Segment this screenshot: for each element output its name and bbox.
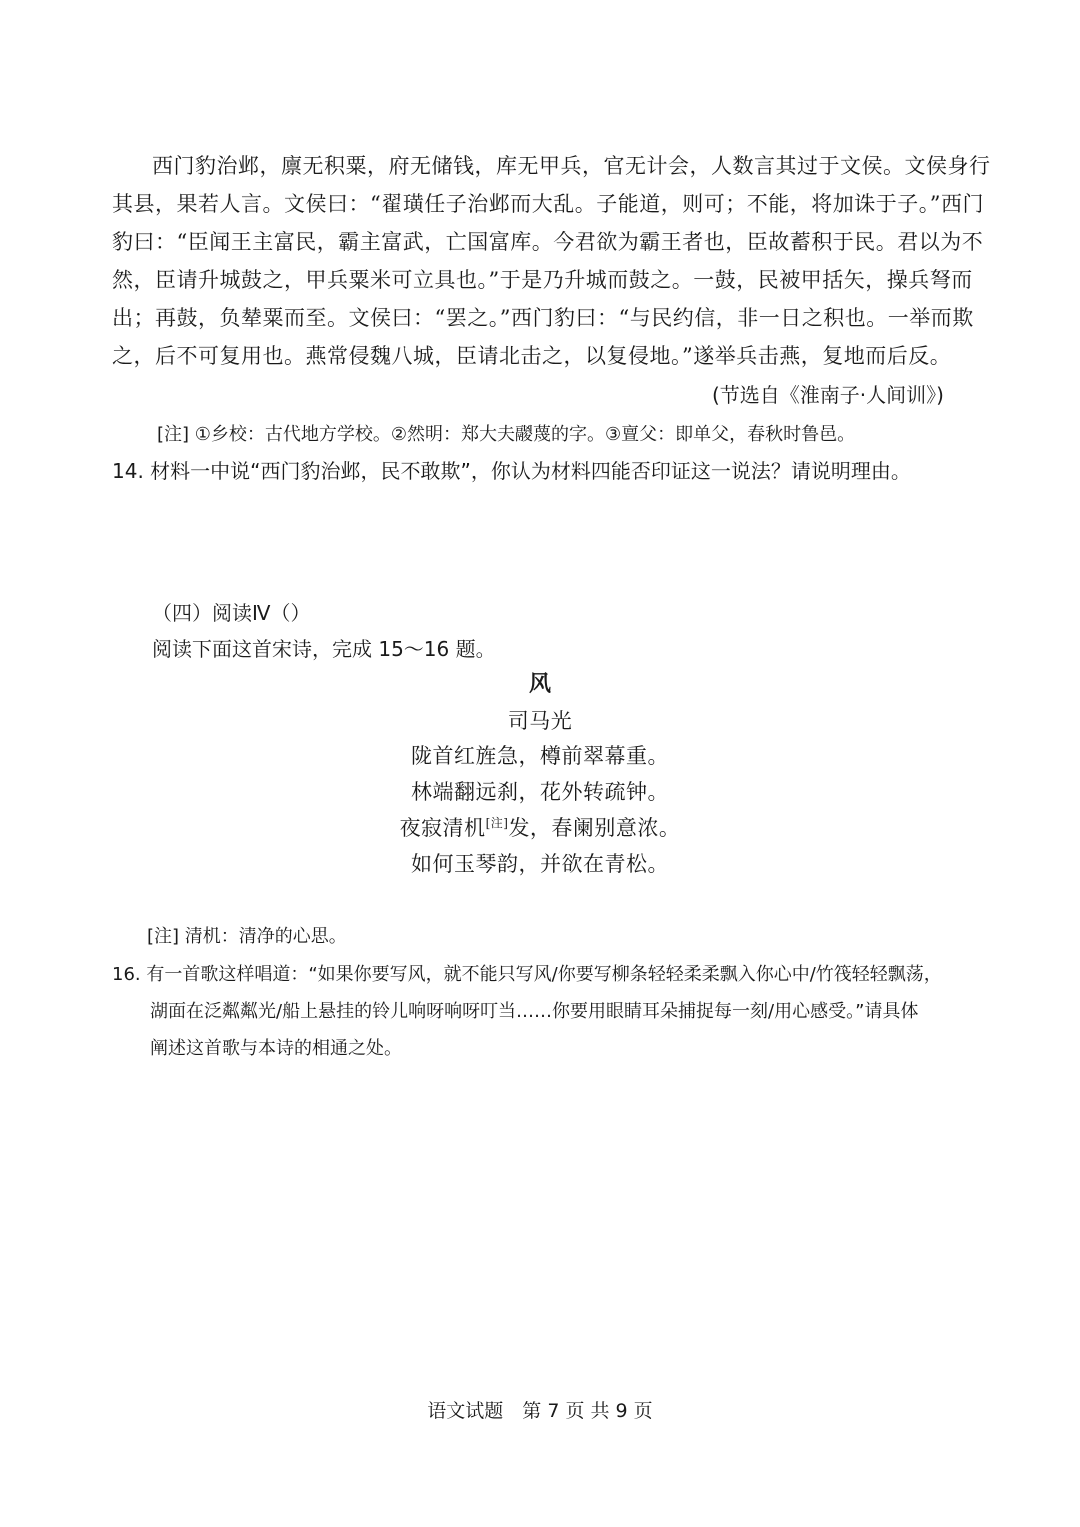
- footnote-marker: [注]: [485, 816, 509, 830]
- question-16-line-1: 16. 有一首歌这样唱道：“如果你要写风，就不能只写风/你要写柳条轻轻柔柔飘入你心中/竹筏轻轻飘荡，: [112, 964, 942, 985]
- poem-line-4: 如何玉琴韵，并欲在青松。: [411, 852, 669, 876]
- passage-line-2: 其县，果若人言。文侯曰：“翟璜任子治邺而大乱。子能道，则可；不能，将加诛于子。”西门: [112, 192, 984, 216]
- passage-line-4: 然，臣请升城鼓之，甲兵粟米可立具也。”于是乃升城而鼓之。一鼓，民被甲括矢，操兵弩而: [112, 268, 973, 292]
- poem-line-2: 林端翻远刹，花外转疏钟。: [411, 780, 669, 804]
- poem-line-3-end: 发，春阑别意浓。: [508, 816, 681, 840]
- poem-title: 风: [528, 672, 551, 697]
- question-14: 14. 材料一中说“西门豹治邺，民不敢欺”，你认为材料四能否印证这一说法？请说明理由。: [112, 459, 911, 483]
- notes-annotation: [注] ①乡校：古代地方学校。②然明：郑大夫鬷蔑的字。③亶父：即单父，春秋时鲁邑。: [157, 424, 856, 445]
- poem-line-1: 陇首红旌急，樽前翠幕重。: [411, 744, 669, 768]
- section-heading: （四）阅读Ⅳ（）: [152, 601, 311, 625]
- poem-note: [注] 清机：清净的心思。: [147, 926, 347, 947]
- poem-author: 司马光: [507, 709, 573, 733]
- question-16-line-2: 湖面在泛粼粼光/船上悬挂的铃儿响呀响呀叮当……你要用眼睛耳朵捕捉每一刻/用心感受。”请具体: [150, 1001, 919, 1022]
- section-instruction: 阅读下面这首宋诗，完成 15～16 题。: [152, 637, 496, 661]
- passage-source: (节选自《淮南子·人间训》): [712, 383, 944, 407]
- page-footer: 语文试题 第 7 页 共 9 页: [427, 1400, 653, 1422]
- passage-line-6: 之，后不可复用也。燕常侵魏八城，臣请北击之，以复侵地。”遂举兵击燕，复地而后反。: [112, 344, 952, 368]
- passage-line-1: 西门豹治邺，廪无积粟，府无储钱，库无甲兵，官无计会，人数言其过于文侯。文侯身行: [152, 154, 991, 178]
- passage-line-3: 豹曰：“臣闻王主富民，霸主富武，亡国富库。今君欲为霸王者也，臣故蓄积于民。君以为不: [112, 230, 984, 254]
- poem-line-3: [0, 813, 1080, 843]
- poem-line-3-start: 夜寂清机: [399, 816, 486, 840]
- passage-line-5: 出；再鼓，负辇粟而至。文侯曰：“罢之。”西门豹曰：“与民约信，非一日之积也。一举而欺: [112, 306, 974, 330]
- question-16-line-3: 阐述这首歌与本诗的相通之处。: [150, 1038, 402, 1059]
